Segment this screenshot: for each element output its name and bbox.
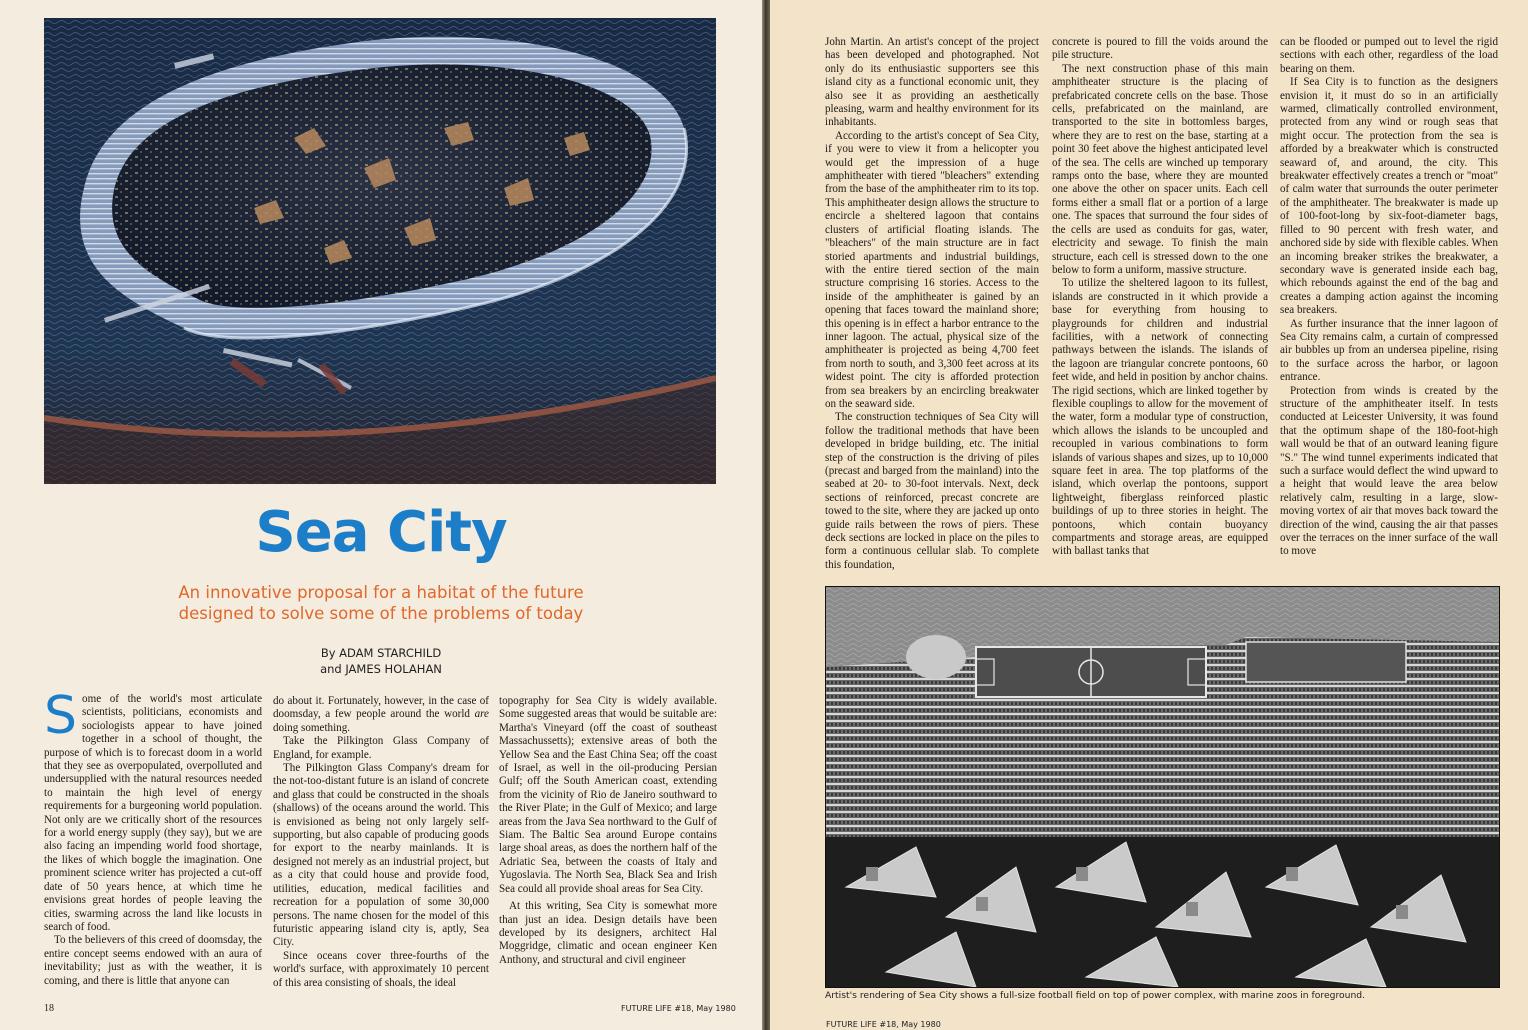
left-column-3 — [499, 695, 717, 967]
paragraph: Protection from winds is created by the structure of the amphitheater itself. In tests conducted at Leicester University, it was found that the optimum shape of the 180-foot-high wall would be that of an outward leaning figure "S." The wind tunnel experiments indicated that such a surface would deflect the wind upward to a height that would leave the area below relatively calm, resulting in a large, slow-moving vortex of air that moves back toward the direction of the wind, causing the air that passes over the terraces on the inner surface of the wall to move — [1280, 384, 1498, 558]
paragraph: The Pilkington Glass Company's dream for the not-too-distant future is an island of concrete and glass that could be constructed in the shoals (shallows) of the oceans around the world. This is envisioned as being not only largely self-supporting, but also capable of producing goods for export to the nearby mainlands. It is designed not merely as an industrial project, but as a city that could house and provide food, utilities, education, medical facilities and recreation for a population of some 30,000 persons. The name chosen for the model of this futuristic appearing island city is, aptly, Sea City. — [273, 762, 489, 949]
right-column-2 — [1052, 36, 1268, 559]
paragraph: If Sea City is to function as the designers envision it, it must do so in an artificially warmed, climatically controlled environment, protected from any wind or rough seas that might occur. The protection from the sea is afforded by a breakwater which is constructed seaward of, and around, the city. This breakwater effectively creates a trench or "moat" of calm water that surrounds the outer perimeter of the amphitheater. The breakwater is made up of 100-foot-long by six-foot-diameter bags, filled to 90 percent with fresh water, and anchored side by side with flexible cables. When an incoming breaker strikes the breakwater, a secondary wave is generated inside each bag, which rebounds against the end of the bag and creates a damping action against the incoming sea breakers. — [1280, 76, 1498, 317]
page-gutter — [762, 0, 770, 1030]
left-page — [0, 0, 762, 1030]
paragraph: The construction techniques of Sea City will follow the traditional methods that have been developed in bridge building, etc. The initial step of the construction is the driving of piles (precast and barged from the mainland) into the seabed at 20- to 30-foot intervals. Next, deck sections of reinforced, precast concrete are towed to the site, where they are jacked up onto guide rails between the rows of piers. These deck sections are locked in place on the piles to form a continuous cellular slab. To complete this foundation, — [825, 411, 1039, 571]
byline — [0, 645, 762, 677]
page-number: 18 — [44, 1003, 54, 1014]
left-column-2 — [273, 695, 489, 990]
paragraph: topography for Sea City is widely available. Some suggested areas that would be suitable are: Martha's Vineyard (off the coast of southeast Massachussetts); extensive areas of both the Yellow Sea and the East China Sea; off the coast of Israel, as well in the oil-producing Persian Gulf; off the South American coast, extending from the vicinity of Rio de Janeiro southward to the River Plate; in the Gulf of Mexico; and large areas from the Java Sea northward to the Gulf of Siam. The Baltic Sea around Europe contains large shoal areas, as does the northern half of the Adriatic Sea, between the coasts of Italy and Yugoslavia. The North Sea, Black Sea and Irish Sea could all provide shoal areas for Sea City. — [499, 695, 717, 895]
sea-city-bw-photo — [825, 586, 1500, 988]
running-footer: FUTURE LIFE #18, May 1980 — [621, 1004, 736, 1013]
football-field — [976, 647, 1206, 697]
paragraph: Some of the world's most articulate scientists, politicians, economists and sociologists appear to have joined together in a school of thought, the purpose of which is to forecast doom in a world that they see as overpopulated, overpolluted and undersupplied with the natural resources needed to maintain the high level of energy requirements for a burgeoning world population. Not only are we critically short of the resources for a world energy supply (they say), but we are also facing an impending world food shortage, the likes of which boggle the imagination. One prominent science writer has projected a cut-off date of 50 years hence, at which time he envisions great hordes of people leaving the cities, swarming across the land like locusts in search of food. — [44, 686, 262, 933]
subtitle-line-2: designed to solve some of the problems of today — [178, 604, 584, 623]
right-column-3 — [1280, 36, 1498, 559]
byline-line-2: and JAMES HOLAHAN — [320, 662, 442, 676]
article-title: Sea City — [255, 500, 507, 565]
paragraph: concrete is poured to fill the voids around the pile structure. — [1052, 36, 1268, 62]
sea-city-color-photo — [44, 18, 716, 484]
paragraph: To utilize the sheltered lagoon to its fullest, islands are constructed in it which provide a base for everything from housing to playgrounds for children and industrial facilities, with a network of connecting pathways between the islands. The islands of the lagoon are triangular concrete pontoons, 60 feet wide, and held in position by anchor chains. The rigid sections, which are linked together by flexible couplings to allow for the movement of the water, form a modular type of construction, which allows the islands to be uncoupled and recoupled in various combinations to form islands of various shapes and sizes, up to 10,000 square feet in area. The top platforms of the island, which overlap the pontoons, support lightweight, fiberglass reinforced plastic buildings of up to three stories in height. The pontoons, which contain buoyancy compartments and storage areas, are equipped with ballast tanks that — [1052, 277, 1268, 558]
paragraph: To the believers of this creed of doomsday, the entire concept seems endowed with an aura of inevitability; just as with the weather, it is coming, and there is little that anyone can — [44, 934, 262, 987]
left-column-1 — [44, 686, 262, 988]
right-column-1 — [825, 36, 1039, 572]
paragraph: can be flooded or pumped out to level the rigid sections with each other, regardless of the load bearing on them. — [1280, 36, 1498, 75]
paragraph: According to the artist's concept of Sea City, if you were to view it from a helicopter you would get the impression of a huge amphitheater with tiered "bleachers" extending from the base of the amphitheater rim to its top. This amphitheater design allows the structure to encircle a sheltered lagoon that contains clusters of artificial floating islands. The "bleachers" of the main structure are in fact storied apartments and industrial buildings, with the entire tiered section of the main structure comprising 16 stories. Access to the inside of the amphitheater is gained by an opening that faces toward the mainland shore; this opening is in effect a harbor entrance to the inner lagoon. The actual, physical size of the amphitheater is projected as being 4,700 feet from north to south, and 3,300 feet across at its widest point. The city is afforded protection from sea breakers by an encircling breakwater on the seaward side. — [825, 129, 1039, 410]
photo-caption: Artist's rendering of Sea City shows a full-size football field on top of power complex, with marine zoos in foreground. — [825, 990, 1366, 1001]
byline-line-1: By ADAM STARCHILD — [320, 646, 442, 660]
article-subtitle — [0, 582, 762, 624]
paragraph: The next construction phase of this main amphitheater structure is the placing of prefabricated concrete cells on the base. Those cells, prefabricated on the mainland, are transported to the site in bottomless barges, where they are to rest on the base, starting at a point 30 feet above the highest anticipated level of the sea. The cells are winched up temporary ramps onto the base, where they are mounted one above the other on spacer units. Each cell forms either a small flat or a portion of a large one. The spaces that surround the four sides of the cells are used as conduits for gas, water, electricity and sewage. To finish the main structure, each cell is stressed down to the one below to form a uniform, massive structure. — [1052, 62, 1268, 276]
paragraph: Since oceans cover three-fourths of the world's surface, with approximately 10 percent of this area consisting of shoals, the ideal — [273, 949, 489, 989]
drop-cap: S — [44, 686, 78, 746]
paragraph: John Martin. An artist's concept of the project has been developed and photographed. Not only do its enthusiastic supporters see this island city as a functional economic unit, they also see it as providing an aesthetically pleasing, warm and healthy environment for its inhabitants. — [825, 36, 1039, 129]
paragraph: Take the Pilkington Glass Company of England, for example. — [273, 735, 489, 761]
subtitle-line-1: An innovative proposal for a habitat of the future — [178, 583, 584, 602]
right-running-footer: FUTURE LIFE #18, May 1980 — [826, 1020, 941, 1029]
paragraph: At this writing, Sea City is somewhat more than just an idea. Design details have been developed by its designers, architect Hal Moggridge, climatic and ocean engineer Ken Anthony, and structural and civil engineer — [499, 900, 717, 966]
paragraph: As further insurance that the inner lagoon of Sea City remains calm, a curtain of compressed air bubbles up from an undersea pipeline, rising to the surface across the harbor, or lagoon entrance. — [1280, 317, 1498, 384]
paragraph: do about it. Fortunately, however, in the case of doomsday, a few people around the world are doing something. — [273, 695, 489, 734]
